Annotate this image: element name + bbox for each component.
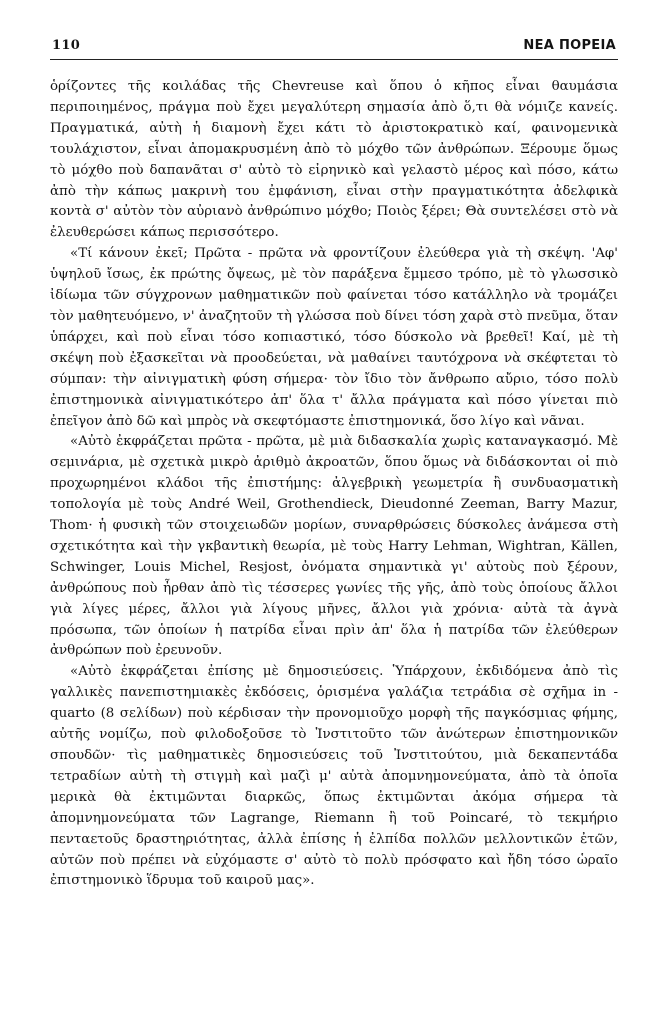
book-page: [50, 38, 618, 892]
body-text: [50, 77, 618, 892]
running-head: ΝΕΑ ΠΟΡΕΙΑ: [523, 38, 616, 53]
paragraph: ὁρίζοντες τῆς κοιλάδας τῆς Chevreuse καὶ ὅπου ὁ κῆπος εἶναι θαυμάσια περιποιημένος, πράγμα ποὺ ἔχει μεγαλύτερη σημασία ἀπὸ ὅ,τι θὰ νόμιζε κανείς. Πραγματικά, αὐτὴ ἡ διαμονὴ ἔχει κάτι τὸ ἀριστοκρατικὸ καί, φαινομενικὰ τουλάχιστον, εἶναι ἀπομακρυσμένη ἀπὸ τὸ μόχθο τῶν ἀνθρώπων. Ξέρουμε ὅμως τὸ μόχθο ποὺ δαπανᾶται σ' αὐτὸ τὸ εἰρηνικὸ καὶ γελαστὸ μέρος καὶ πόσο, κάτω ἀπὸ τὴν κάπως μακρινὴ του ἐμφάνιση, εἶναι στὴν πραγματικότητα ἀδελφικὰ κοντὰ σ' αὐτὸν τὸν αὐριανὸ ἀνθρώπινο μόχθο; Ποιὸς ξέρει; Θὰ συντελέσει στὸ νὰ ἐλευθερώσει κάπως περισσότερο.: [50, 79, 618, 241]
header-rule: [50, 59, 618, 60]
page-header: [50, 38, 618, 53]
paragraph: «Αὐτὸ ἐκφράζεται ἐπίσης μὲ δημοσιεύσεις. Ὑπάρχουν, ἐκδιδόμενα ἀπὸ τὶς γαλλικὲς πανεπιστημιακὲς ἐκδόσεις, ὁρισμένα γαλάζια τετράδια σὲ σχῆμα in - quarto (8 σελίδων) ποὺ κέρδισαν τὴν προνομιοῦχο μορφὴ τῆς παγκόσμιας φήμης, αὐτῆς νομίζω, ποὺ φιλοδοξοῦσε τὸ Ἰνστιτοῦτο τῶν ἀνώτερων ἐπιστημονικῶν σπουδῶν· τὶς μαθηματικὲς δημοσιεύσεις τοῦ Ἰνστιτούτου, μιὰ δεκαπεντάδα τετραδίων αὐτὴ τὴ στιγμὴ καὶ μαζὶ μ' αὐτὰ ἀπομνημονεύματα, ἀπὸ τὰ ὁποῖα μερικὰ θὰ ἐκτιμῶνται διαρκῶς, ὅπως ἐκτιμῶνται ἀκόμα σήμερα τὰ ἀπομνημονεύματα τῶν Lagrange, Riemann ἢ τοῦ Poincaré, τὸ τεκμήριο πενταετοῦς δραστηριότητας, ἀλλὰ ἐπίσης ἡ ἐλπίδα πολλῶν μελλοντικῶν ἐτῶν, αὐτῶν ποὺ πρέπει νὰ εὐχόμαστε σ' αὐτὸ τὸ πολὺ πρόσφατο καὶ ἤδη τόσο ὡραῖο ἐπιστημονικὸ ἵδρυμα τοῦ καιροῦ μας».: [50, 664, 618, 889]
page-number: 110: [52, 38, 81, 53]
paragraph: «Αὐτὸ ἐκφράζεται πρῶτα - πρῶτα, μὲ μιὰ διδασκαλία χωρὶς καταναγκασμό. Μὲ σεμινάρια, μὲ σχετικὰ μικρὸ ἀριθμὸ ἀκροατῶν, ὅπου ὅμως νὰ διδάσκονται οἱ πιὸ προχωρημένοι κλάδοι τῆς ἐπιστήμης: ἀλγεβρικὴ γεωμετρία ἢ συνδυασματικὴ τοπολογία μὲ τοὺς André Weil, Grothendieck, Dieudonné Zeeman, Barry Mazur, Thom· ἡ φυσικὴ τῶν στοιχειωδῶν μορίων, συναρθρώσεις δύσκολες ἀνάμεσα στὴ σχετικότητα καὶ τὴν γκβαντικὴ θεωρία, μὲ τοὺς Harry Lehman, Wightran, Källen, Schwinger, Louis Michel, Resjost, ὀνόματα σημαντικὰ γι' αὐτοὺς ποὺ ξέρουν, ἀνθρώπους ποὺ ἦρθαν ἀπὸ τὶς τέσσερες γωνίες τῆς γῆς, ἀπὸ τοὺς ὁποίους ἄλλοι γιὰ λίγες μέρες, ἄλλοι γιὰ λίγους μῆνες, ἄλλοι γιὰ χρόνια· αὐτὰ τὰ ἀγνὰ πρόσωπα, τῶν ὁποίων ἡ πατρίδα εἶναι πρὶν ἀπ' ὅλα ἡ πατρίδα τῶν ἐλεύθερων ἀνθρώπων ποὺ ἐρευνοῦν.: [50, 434, 618, 659]
paragraph: «Τί κάνουν ἐκεῖ; Πρῶτα - πρῶτα νὰ φροντίζουν ἐλεύθερα γιὰ τὴ σκέψη. 'Αφ' ὑψηλοῦ ἴσως, ἐκ πρώτης ὄψεως, μὲ τὸν παράξενα ἔμμεσο τρόπο, μὲ τὸ γλωσσικὸ ἰδίωμα τῶν σύγχρονων μαθηματικῶν ποὺ φαίνεται τόσο κατάλληλο νὰ τρομάζει τὸν μαθητευόμενο, ν' ἀναζητοῦν τὴ γλώσσα ποὺ δίνει τόση χαρὰ στὸ πνεῦμα, ὅταν ὑπάρχει, καὶ ποὺ εἶναι τόσο κοπιαστικό, τόσο δύσκολο νὰ βρεθεῖ! Καί, μὲ τὴ σκέψη ποὺ ἐξασκεῖται νὰ προοδεύεται, νὰ μαθαίνει ταυτόχρονα νὰ σκέφτεται τὸ σύμπαν: τὴν αἰνιγματικὴ φύση σήμερα· τὸν ἴδιο τὸν ἄνθρωπο αὔριο, τόσο πολὺ ἐπιστημονικὰ αἰνιγματικότερο ἀπ' ὅλα τ' ἄλλα πράγματα καὶ πόσο γίνεται πιὸ ἐπεῖγον ἀπὸ δῶ καὶ μπρὸς νὰ σκεφτόμαστε ἐπιστημονικά, ὅσο λίγο καὶ νᾶναι.: [50, 246, 618, 429]
